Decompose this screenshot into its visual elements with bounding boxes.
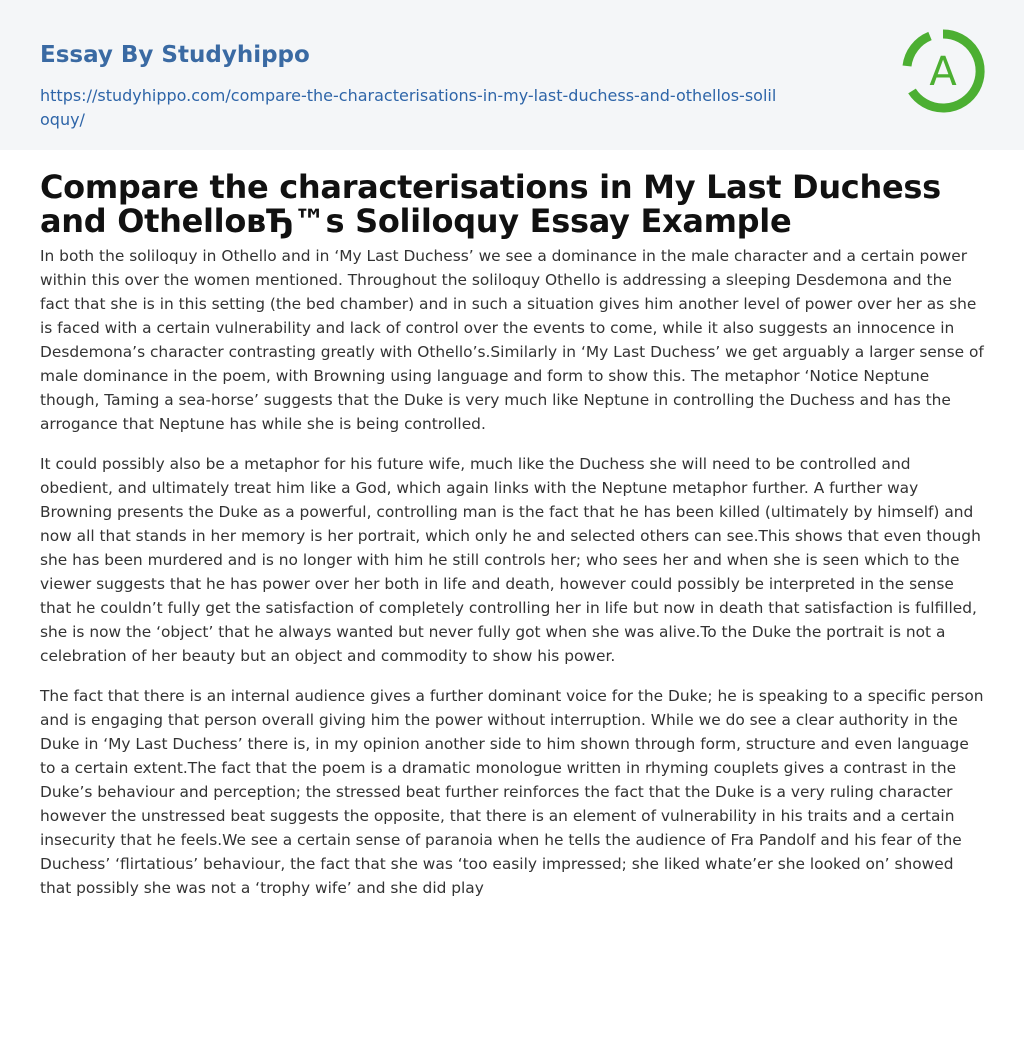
article: [0, 150, 1024, 900]
site-header: [0, 0, 1024, 150]
article-paragraph: It could possibly also be a metaphor for his future wife, much like the Duchess she will need to be controlled and obedient, and ultimately treat him like a God, which again links with the Neptune metaphor further. A further way Browning presents the Duke as a powerful, controlling man is the fact that he has been killed (ultimately by himself) and now all that stands in her memory is her portrait, which only he and selected others can see.This shows that even though she has been murdered and is no longer with him he still controls her; who sees her and when she is seen which to the viewer suggests that he has power over her both in life and death, however could possibly be interpreted in the sense that he couldn’t fully get the satisfaction of completely controlling her in life but now in death that satisfaction is fulfilled, she is now the ‘object’ that he always wanted but never fully got when she was alive.To the Duke the portrait is not a celebration of her beauty but an object and commodity to show his power.: [40, 455, 981, 665]
source-url-link[interactable]: https://studyhippo.com/compare-the-characterisations-in-my-last-duchess-and-othellos-soliloquy/: [40, 86, 777, 129]
article-paragraph: The fact that there is an internal audience gives a further dominant voice for the Duke; he is speaking to a specific person and is engaging that person overall giving him the power without interruption. While we do see a clear authority in the Duke in ‘My Last Duchess’ there is, in my opinion another side to him shown through form, structure and even language to a certain extent.The fact that the poem is a dramatic monologue written in rhyming couplets gives a contrast in the Duke’s behaviour and perception; the stressed beat further reinforces the fact that the Duke is a very ruling character however the unstressed beat suggests the opposite, that there is an element of vulnerability in his traits and a certain insecurity that he feels.We see a certain sense of paranoia when he tells the audience of Fra Pandolf and his fear of the Duchess’ ‘flirtatious’ behaviour, the fact that she was ‘too easily impressed; she liked whate’er she looked on’ showed that possibly she was not a ‘trophy wife’ and she did play: [40, 687, 984, 897]
article-title: Compare the characterisations in My Last Duchess and OthelloвЂ™s Soliloquy Essay Example: [40, 168, 941, 240]
site-brand[interactable]: Essay By Studyhippo: [40, 42, 310, 68]
studyhippo-logo-icon[interactable]: [900, 28, 986, 114]
article-paragraph: In both the soliloquy in Othello and in ‘My Last Duchess’ we see a dominance in the male character and a certain power within this over the women mentioned. Throughout the soliloquy Othello is addressing a sleeping Desdemona and the fact that she is in this setting (the bed chamber) and in such a situation gives him another level of power over her as she is faced with a certain vulnerability and lack of control over the events to come, while it also suggests an innocence in Desdemona’s character contrasting greatly with Othello’s.Similarly in ‘My Last Duchess’ we get arguably a larger sense of male dominance in the poem, with Browning using language and form to show this. The metaphor ‘Notice Neptune though, Taming a sea-horse’ suggests that the Duke is very much like Neptune in controlling the Duchess and has the arrogance that Neptune has while she is being controlled.: [40, 247, 984, 433]
logo-letter: A: [929, 49, 957, 95]
